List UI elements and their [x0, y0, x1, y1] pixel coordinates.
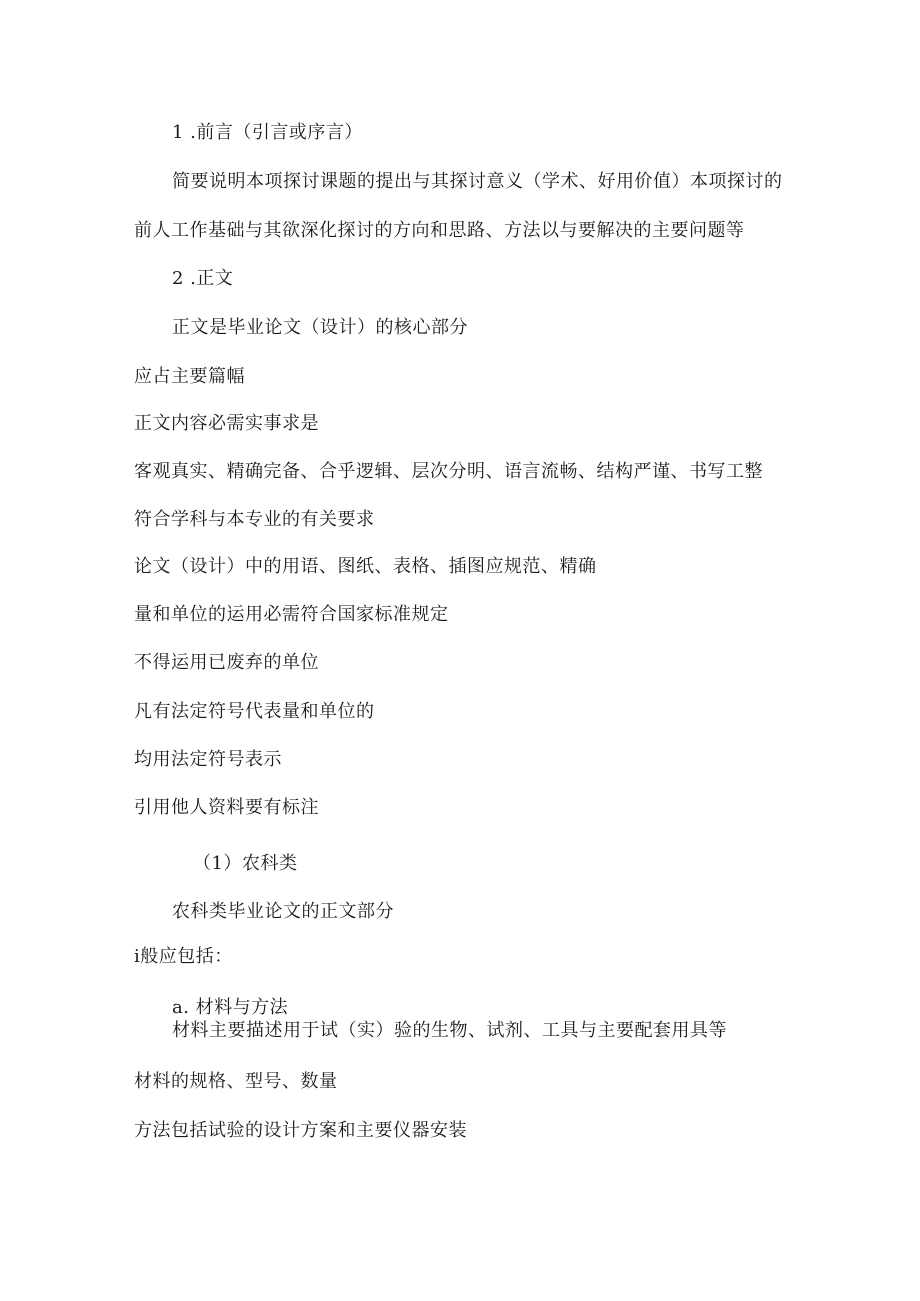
body-line: 符合学科与本专业的有关要求 — [134, 509, 375, 530]
body-line: 论文（设计）中的用语、图纸、表格、插图应规范、精确 — [134, 556, 597, 577]
body-line: 正文内容必需实事求是 — [134, 413, 319, 434]
item-a-heading: a. 材料与方法 — [172, 997, 289, 1018]
body-line: 引用他人资料要有标注 — [134, 797, 319, 818]
body-line: 均用法定符号表示 — [134, 749, 282, 770]
subsection-intro: 农科类毕业论文的正文部分 — [172, 901, 394, 922]
subsection-heading: （1）农科类 — [193, 853, 298, 874]
section-2-heading: 2 .正文 — [172, 268, 234, 289]
section-1-paragraph-line: 前人工作基础与其欲深化探讨的方向和思路、方法以与要解决的主要问题等 — [134, 220, 745, 241]
body-line: 不得运用已废弃的单位 — [134, 652, 319, 673]
item-a-line: 方法包括试验的设计方案和主要仪器安装 — [134, 1120, 467, 1141]
body-line: 客观真实、精确完备、合乎逻辑、层次分明、语言流畅、结构严谨、书写工整 — [134, 461, 763, 482]
item-a-line: 材料的规格、型号、数量 — [134, 1071, 338, 1092]
body-line: 凡有法定符号代表量和单位的 — [134, 701, 375, 722]
section-1-paragraph-line: 简要说明本项探讨课题的提出与其探讨意义（学术、好用价值）本项探讨的 — [172, 171, 783, 192]
item-a-line: 材料主要描述用于试（实）验的生物、试剂、工具与主要配套用具等 — [172, 1020, 727, 1041]
section-2-intro: 正文是毕业论文（设计）的核心部分 — [172, 317, 468, 338]
body-line: 量和单位的运用必需符合国家标准规定 — [134, 604, 449, 625]
subsection-intro-continued: i般应包括： — [134, 946, 233, 967]
body-line: 应占主要篇幅 — [134, 366, 245, 387]
section-1-heading: 1 .前言（引言或序言） — [172, 122, 363, 143]
